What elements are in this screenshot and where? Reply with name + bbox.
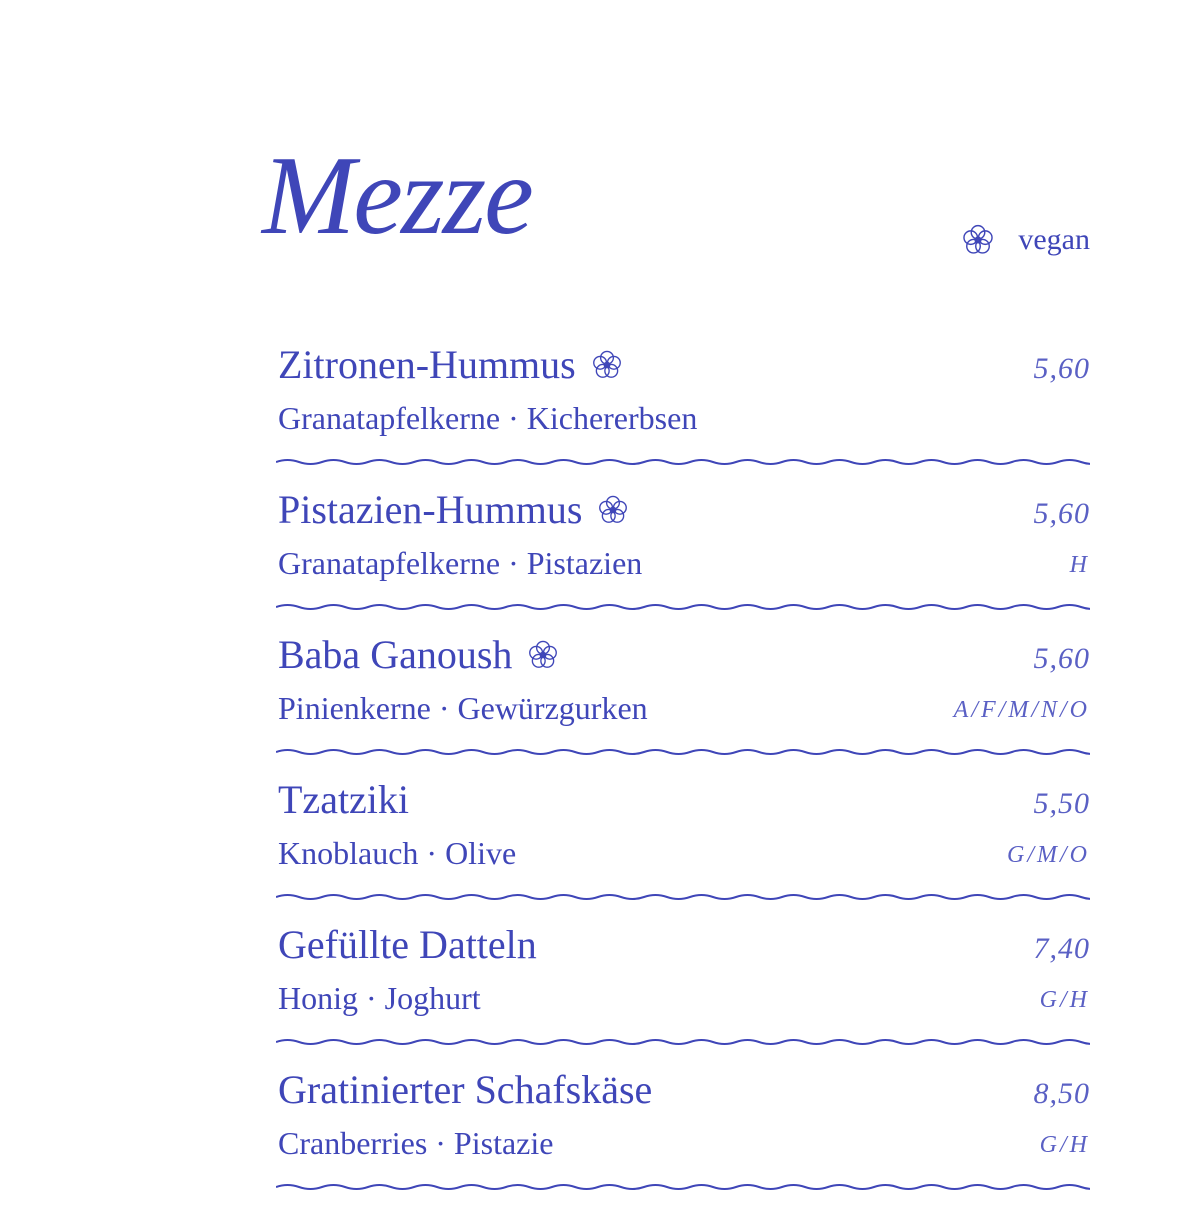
item-price: 5,60 [1033, 352, 1090, 385]
menu-item [276, 1065, 1090, 1210]
wavy-divider [276, 745, 1090, 759]
item-name-row [278, 777, 410, 822]
item-description: Granatapfelkerne · Pistazien [278, 545, 643, 581]
item-price: 5,50 [1033, 787, 1090, 820]
wavy-divider [276, 1180, 1090, 1194]
wavy-divider [276, 455, 1090, 469]
menu-title: Mezze [262, 134, 532, 258]
menu-item [276, 920, 1090, 1065]
wavy-divider [276, 1035, 1090, 1049]
item-name-row [278, 632, 560, 677]
item-price: 5,60 [1033, 642, 1090, 675]
item-description: Pinienkerne · Gewürzgurken [278, 690, 648, 726]
item-name-row [278, 1067, 653, 1112]
menu-item [276, 485, 1090, 630]
item-name: Gratinierter Schafskäse [278, 1067, 653, 1112]
item-name: Gefüllte Datteln [278, 922, 537, 967]
flower-icon [960, 222, 996, 258]
menu-items [276, 340, 1090, 1210]
item-allergens: G/H [1039, 987, 1090, 1013]
item-price: 7,40 [1033, 932, 1090, 965]
item-name: Baba Ganoush [278, 632, 513, 677]
item-price: 5,60 [1033, 497, 1090, 530]
flower-icon [596, 493, 630, 527]
wavy-divider [276, 890, 1090, 904]
item-price: 8,50 [1033, 1077, 1090, 1110]
item-allergens: G/M/O [1007, 842, 1090, 868]
item-name-row [278, 487, 630, 532]
menu-item [276, 775, 1090, 920]
wavy-divider [276, 600, 1090, 614]
item-name: Tzatziki [278, 777, 410, 822]
item-description: Cranberries · Pistazie [278, 1125, 554, 1161]
item-name-row [278, 342, 624, 387]
item-name: Pistazien-Hummus [278, 487, 583, 532]
menu-item [276, 340, 1090, 485]
vegan-legend [960, 222, 1090, 258]
item-allergens: G/H [1039, 1132, 1090, 1158]
flower-icon [590, 348, 624, 382]
flower-icon [526, 638, 560, 672]
item-description: Granatapfelkerne · Kichererbsen [278, 400, 698, 436]
item-name: Zitronen-Hummus [278, 342, 576, 387]
vegan-legend-label: vegan [1018, 223, 1090, 256]
menu-item [276, 630, 1090, 775]
item-allergens: A/F/M/N/O [953, 697, 1090, 723]
item-description: Honig · Joghurt [278, 980, 481, 1016]
item-allergens: H [1069, 552, 1090, 578]
item-name-row [278, 922, 537, 967]
item-description: Knoblauch · Olive [278, 835, 517, 871]
